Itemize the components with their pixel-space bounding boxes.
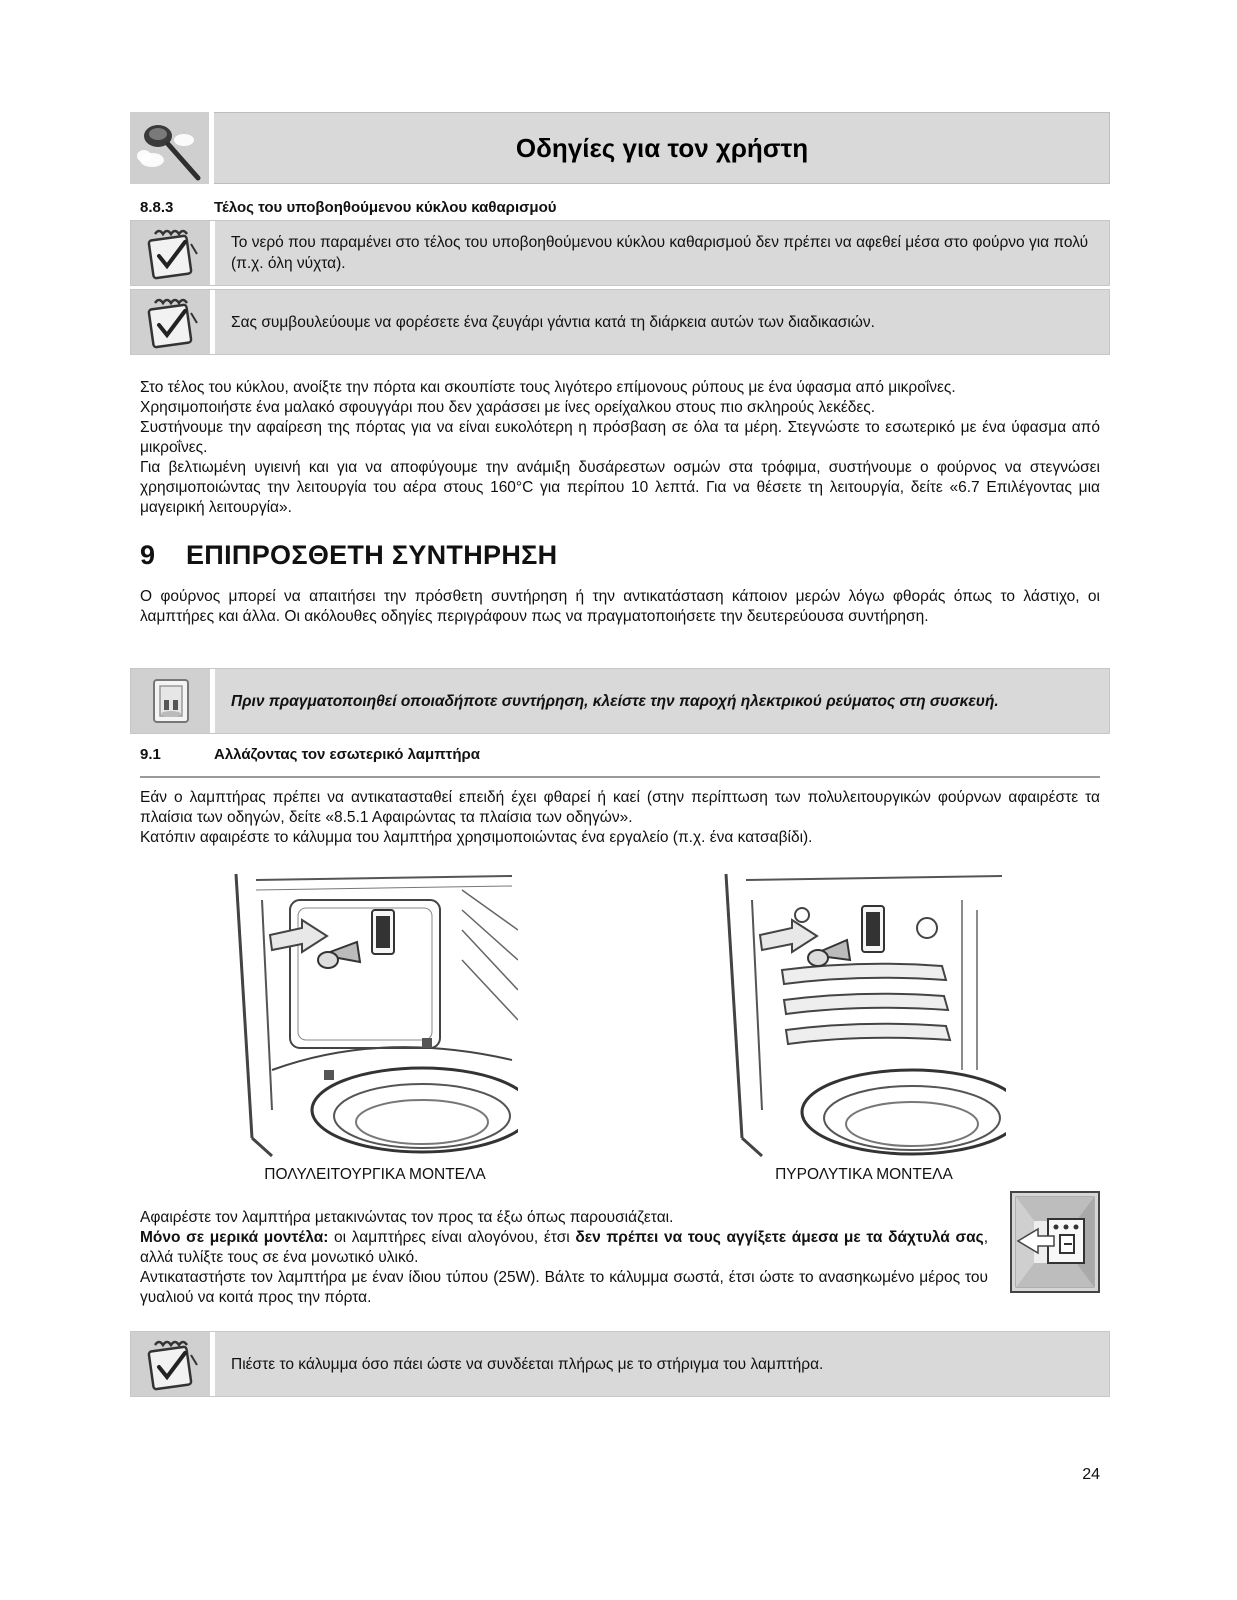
page-title: Οδηγίες για τον χρήστη [515, 132, 809, 163]
figure-caption-right: ΠΥΡΟΛΥΤΙΚΑ ΜΟΝΤΕΛΑ [775, 1166, 953, 1183]
bold-text: δεν πρέπει να τους αγγίξετε άμεσα με τα δάχτυλά σας [575, 1229, 984, 1246]
text-span: οι λαμπτήρες είναι αλογόνου, έτσι [328, 1229, 576, 1246]
header-icon-cell [130, 112, 214, 184]
checklist-notepad-icon [141, 224, 201, 282]
section-title: Αλλάζοντας τον εσωτερικό λαμπτήρα [214, 746, 481, 763]
paragraph-halogen-warning [140, 1228, 988, 1268]
text-span: , αλλά τυλίξτε τους σε ένα μονωτικό υλικό. [140, 1229, 988, 1266]
section-title: Τέλος του υποβοηθούμενου κύκλου καθαρισμού [214, 199, 557, 216]
figure-caption-left: ΠΟΛΥΛΕΙΤΟΥΡΓΙΚΑ ΜΟΝΤΕΛΑ [264, 1166, 486, 1183]
paragraph: Αφαιρέστε τον λαμπτήρα μετακινώντας τον προς τα έξω όπως παρουσιάζεται. [140, 1209, 674, 1226]
lamp-pull-out-icon [1010, 1191, 1100, 1293]
note-text-1: Το νερό που παραμένει στο τέλος του υποβοηθούμενου κύκλου καθαρισμού δεν πρέπει να αφεθεί μέσα στο φούρνο για πολύ (π.χ. όλη νύχτα). [231, 234, 1089, 272]
paragraph: Αντικαταστήστε τον λαμπτήρα με έναν ίδιου τύπου (25W). Βάλτε το κάλυμμα σωστά, έτσι ώστε το ανασηκωμένο μέρος του γυαλιού να κοιτά προς την πόρτα. [140, 1269, 988, 1306]
oven-lamp-figure-multifunction [232, 870, 518, 1158]
chapter-heading-9 [140, 540, 557, 571]
warning-box [130, 668, 1110, 734]
section-heading-8-8-3 [140, 199, 556, 216]
oven-interior-illustration [232, 870, 518, 1158]
paragraph: Χρησιμοποιήστε ένα μαλακό σφουγγάρι που δεν χαράσσει με ίνες ορείχαλκου στους πιο σκληρούς λεκέδες. [140, 399, 876, 416]
oven-interior-illustration [722, 870, 1006, 1158]
section-number: 9.1 [140, 746, 161, 763]
lamp-removal-text [140, 1208, 988, 1308]
section-heading-9-1 [140, 746, 480, 763]
checklist-notepad-icon [141, 1335, 201, 1393]
paragraph: Εάν ο λαμπτήρας πρέπει να αντικατασταθεί επειδή έχει φθαρεί ή καεί (στην περίπτωση των πολυλειτουργικών φούρνων αφαιρέστε τα πλαίσια των οδηγών, δείτε «8.5.1 Αφαιρώντας τα πλαίσια των οδηγών». [140, 789, 1100, 826]
power-socket-icon [146, 674, 196, 728]
cleaning-instructions [140, 378, 1100, 518]
warning-text: Πριν πραγματοποιηθεί οποιαδήποτε συντήρηση, κλείστε την παροχή ηλεκτρικού ρεύματος στη συσκευή. [231, 692, 999, 710]
chapter-number: 9 [140, 540, 156, 570]
note-box-2 [130, 289, 1110, 355]
section-9-1-text [140, 788, 1100, 848]
lamp-removal-diagram [1010, 1191, 1100, 1293]
paragraph: Συστήνουμε την αφαίρεση της πόρτας για να είναι ευκολότερη η πρόσβαση σε όλα τα μέρη. Στεγνώστε το εσωτερικό με ένα ύφασμα από μικροΐνες. [140, 419, 1100, 456]
note-box-1 [130, 220, 1110, 286]
note-icon-cell [131, 1332, 215, 1396]
paragraph: Κατόπιν αφαιρέστε το κάλυμμα του λαμπτήρα χρησιμοποιώντας ένα εργαλείο (π.χ. ένα κατσαβίδι). [140, 829, 813, 846]
chapter-9-intro: Ο φούρνος μπορεί να απαιτήσει την πρόσθετη συντήρηση ή την αντικατάσταση κάποιον μερών λόγω φθοράς όπως το λάστιχο, οι λαμπτήρες και άλλα. Οι ακόλουθες οδηγίες περιγράφουν πως να πραγματοποιήσετε την δευτερεύουσα συντήρηση. [140, 588, 1100, 625]
chapter-title: ΕΠΙΠΡΟΣΘΕΤΗ ΣΥΝΤΗΡΗΣΗ [186, 540, 558, 570]
note-box-3 [130, 1331, 1110, 1397]
oven-lamp-figure-pyrolytic [722, 870, 1006, 1158]
note-icon-cell [131, 669, 215, 733]
note-text-3: Πιέστε το κάλυμμα όσο πάει ώστε να συνδέεται πλήρως με το στήριγμα του λαμπτήρα. [231, 1355, 824, 1373]
note-icon-cell [131, 290, 215, 354]
page-number: 24 [1082, 1466, 1100, 1483]
bold-text: Μόνο σε μερικά μοντέλα: [140, 1229, 329, 1246]
spoon-chef-hat-icon [130, 112, 209, 184]
paragraph: Στο τέλος του κύκλου, ανοίξτε την πόρτα και σκουπίστε τους λιγότερο επίμονους ρύπους με ένα ύφασμα από μικροΐνες. [140, 379, 956, 396]
note-icon-cell [131, 221, 215, 285]
paragraph: Για βελτιωμένη υγιεινή και για να αποφύγουμε την ανάμιξη δυσάρεστων οσμών στα τρόφιμα, συστήνουμε ο φούρνος να στεγνώσει χρησιμοποιώντας την λειτουργία του αέρα στους 160°C για περίπου 10 λεπτά. Για να θέσετε τη λειτουργία, δείτε «6.7 Επιλέγοντας μια μαγειρική λειτουργία». [140, 459, 1100, 516]
section-divider [140, 776, 1100, 778]
section-number: 8.8.3 [140, 199, 174, 216]
note-text-2: Σας συμβουλεύουμε να φορέσετε ένα ζευγάρι γάντια κατά τη διάρκεια αυτών των διαδικασιών. [231, 313, 875, 331]
checklist-notepad-icon [141, 293, 201, 351]
